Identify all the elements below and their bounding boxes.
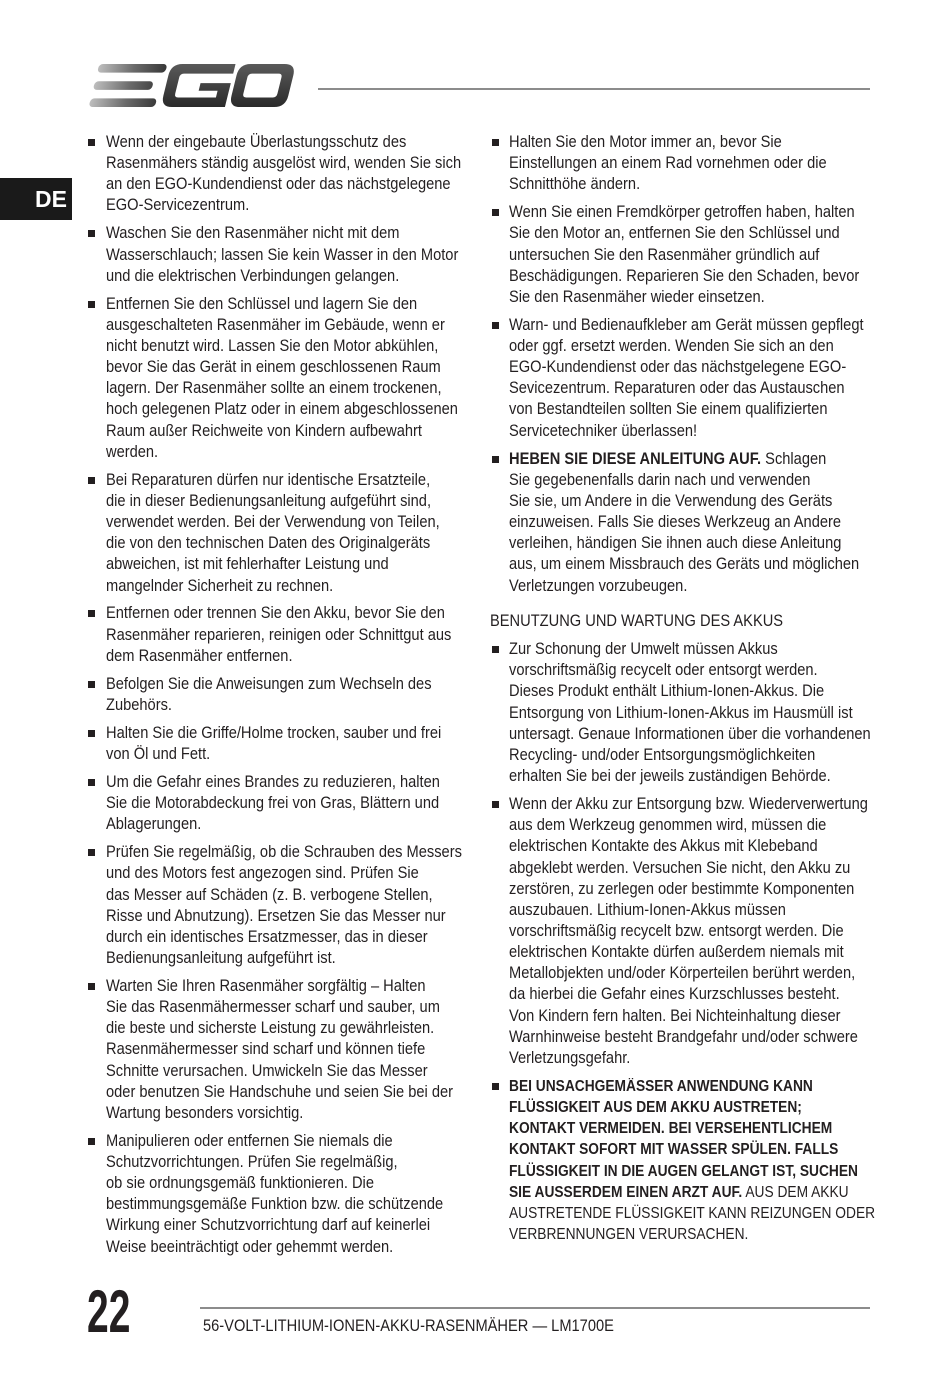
list-item <box>490 202 875 308</box>
list-item-text: Wenn der Akku zur Entsorgung bzw. Wiederverwertung aus dem Werkzeug genommen wird, müssen die elektrischen Kontakte des Akkus mit Klebeband abgeklebt werden. Versuchen Sie nicht, den Akku zu zerstören, zu zerlegen oder bestimmte Komponenten auszubauen. Lithium-Ionen-Akkus müssen vorschriftsmäßig recycelt bzw. entsorgt werden. Die elektrischen Kontakte dürfen außerdem niemals mit Metallobjekten und/oder Körperteilen berührt werden, da hierbei die Gefahr eines Kurzschlusses besteht. Von Kindern fern halten. Bei Nichteinhaltung dieser Warnhinweise besteht Brandgefahr und/oder schwere Verletzungsgefahr. <box>509 795 868 1067</box>
logo-letter-g <box>161 64 236 107</box>
bullet-square <box>88 983 95 990</box>
list-item-text: Halten Sie den Motor immer an, bevor Sie Einstellungen an einem Rad vornehmen oder die Schnitthöhe ändern. <box>509 133 827 194</box>
list-item-text <box>509 1076 876 1245</box>
list-item-text: Wenn Sie einen Fremdkörper getroffen haben, halten Sie den Motor an, entfernen Sie den Schlüssel und untersuchen Sie den Rasenmäher gründlich auf Beschädigungen. Reparieren Sie den Schaden, bevor Sie den Rasenmäher wieder einsetzen. <box>509 203 860 306</box>
list-item <box>88 223 468 286</box>
list-item-text: Waschen Sie den Rasenmäher nicht mit dem Wasserschlauch; lassen Sie kein Wasser in den Motor und die elektrischen Verbindungen gelangen. <box>106 224 459 285</box>
bullet-square <box>492 646 499 653</box>
bullet-square <box>492 209 499 216</box>
list-item <box>490 794 875 1069</box>
list-item-text: Warn- und Bedienaufkleber am Gerät müssen gepflegt oder ggf. ersetzt werden. Wenden Sie sich an den EGO-Kundendienst oder das nächstgelegene EGO- Sevicezentrum. Reparaturen oder das Austauschen von Bestandteilen sollten Sie einem qualifizierten Servicetechniker überlassen! <box>509 315 864 440</box>
list-item <box>490 132 875 195</box>
list-item-warning <box>490 1076 875 1245</box>
bullet-square <box>88 849 95 856</box>
bullet-square <box>88 610 95 617</box>
list-item <box>88 772 468 835</box>
list-item <box>88 1131 468 1258</box>
list-item-text: Manipulieren oder entfernen Sie niemals die Schutzvorrichtungen. Prüfen Sie regelmäßig, ob sie ordnungsgemäß funktionieren. Die bestimmungsgemäße Funktion bzw. die schützende Wirkung einer Schutzvorrichtung darf auf keinerlei Weise beeinträchtigt oder gehemmt werden. <box>106 1131 444 1256</box>
logo-e-middle-bar <box>93 81 154 90</box>
list-item-text: Wenn der eingebaute Überlastungsschutz des Rasenmähers ständig ausgelöst wird, wenden Sie sich an den EGO-Kundendienst oder das nächstgelegene EGO-Servicezentrum. <box>106 133 462 215</box>
bullet-square <box>88 730 95 737</box>
bullet-square <box>492 456 499 463</box>
ego-logo <box>86 64 298 108</box>
list-item-bold-lead: HEBEN SIE DIESE ANLEITUNG AUF. <box>509 449 762 468</box>
bullet-square <box>492 322 499 329</box>
list-item-text: Warten Sie Ihren Rasenmäher sorgfältig – Halten Sie das Rasenmähermesser scharf und sauber, um die beste und sicherste Leistung zu gewährleisten. Rasenmähermesser sind scharf und können tiefe Schnitte verursachen. Umwickeln Sie das Messer oder benutzen Sie Handschuhe und seien Sie bei der Wartung besonders vorsichtig. <box>106 976 454 1122</box>
list-item <box>490 315 875 442</box>
logo-lettering <box>89 64 296 107</box>
list-item <box>88 132 468 217</box>
bullet-square <box>88 139 95 146</box>
header-rule <box>318 88 870 90</box>
bullet-square <box>492 1083 499 1090</box>
list-item-bold-lead: BEI UNSACHGEMÄSSER ANWENDUNG KANN FLÜSSIGKEIT AUS DEM AKKU AUSTRETEN; KONTAKT VERMEIDEN. BEI VERSEHENTLICHEM KONTAKT SOFORT MIT WASSER SPÜLEN. FALLS FLÜSSIGKEIT IN DIE AUGEN GELANGT IST, SUCHEN SIE AUSSERDEM EINEN ARZT AUF. <box>509 1077 858 1201</box>
list-item-text: Befolgen Sie die Anweisungen zum Wechseln des Zubehörs. <box>106 674 432 714</box>
list-item <box>88 294 468 463</box>
list-item-body: AUS DEM AKKU AUSTRETENDE FLÜSSIGKEIT KANN REIZUNGEN ODER VERBRENNUNGEN VERURSACHEN. <box>509 1183 876 1243</box>
section-heading: BENUTZUNG UND WARTUNG DES AKKUS <box>490 612 784 631</box>
language-tab: DE <box>0 178 72 220</box>
left-column <box>88 132 468 1265</box>
list-item-text: Bei Reparaturen dürfen nur identische Ersatzteile, die in dieser Bedienungsanleitung aufgeführt sind, verwendet werden. Bei der Verwendung von Teilen, die von den technischen Daten des Originalgeräts abweichen, ist mit fehlerhafter Leistung und mangelnder Sicherheit zu rechnen. <box>106 470 440 595</box>
bullet-square <box>492 139 499 146</box>
footer-title: 56-VOLT-LITHIUM-IONEN-AKKU-RASENMÄHER — LM1700E <box>203 1317 614 1335</box>
bullet-square <box>492 801 499 808</box>
right-column <box>490 132 875 1252</box>
list-item-text: Zur Schonung der Umwelt müssen Akkus vorschriftsmäßig recycelt oder entsorgt werden. Dieses Produkt enthält Lithium-Ionen-Akkus. Die Entsorgung von Lithium-Ionen-Akkus im Hausmüll ist untersagt. Genaue Informationen über die vorhandenen Recycling- und/oder Entsorgungsmöglichkeiten erhalten Sie bei der jeweils zuständigen Behörde. <box>509 640 871 786</box>
footer-rule <box>200 1307 870 1309</box>
list-item-text: Prüfen Sie regelmäßig, ob die Schrauben des Messers und des Motors fest angezogen sind. Prüfen Sie das Messer auf Schäden (z. B. verbogene Stellen, Risse und Abnutzung). Ersetzen Sie das Messer nur durch ein identisches Ersatzmesser, das in dieser Bedienungsanleitung aufgeführt ist. <box>106 843 462 967</box>
list-item-text: Halten Sie die Griffe/Holme trocken, sauber und frei von Öl und Fett. <box>106 723 442 763</box>
list-item <box>490 449 875 597</box>
list-item <box>88 470 468 597</box>
list-item <box>88 976 468 1124</box>
logo-letter-o <box>229 64 296 107</box>
bullet-square <box>88 681 95 688</box>
logo-e-top-bar <box>97 64 167 73</box>
list-item-text: Entfernen Sie den Schlüssel und lagern Sie den ausgeschalteten Rasenmäher im Gebäude, wenn er nicht benutzt wird. Lassen Sie den Motor abkühlen, bevor Sie das Gerät in einem geschlossenen Raum lagern. Der Rasenmäher sollte an einem trockenen, hoch gelegenen Platz oder in einem abgeschlossenen Raum außer Reichweite von Kindern aufbewahrt werden. <box>106 294 458 461</box>
bullet-square <box>88 301 95 308</box>
bullet-square <box>88 779 95 786</box>
list-item-text: Entfernen oder trennen Sie den Akku, bevor Sie den Rasenmäher reparieren, reinigen oder Schnittgut aus dem Rasenmäher entfernen. <box>106 604 452 665</box>
list-item-text: Um die Gefahr eines Brandes zu reduzieren, halten Sie die Motorabdeckung frei von Gras, Blättern und Ablagerungen. <box>106 772 440 834</box>
list-item <box>490 639 875 787</box>
list-item-text <box>509 449 860 597</box>
list-item <box>88 603 468 666</box>
bullet-square <box>88 477 95 484</box>
list-item-body: Schlagen Sie gegebenenfalls darin nach und verwenden Sie sie, um Andere in die Verwendung des Geräts einzuweisen. Falls Sie dieses Werkzeug an Andere verleihen, händigen Sie ihnen auch diese Anleitung aus, um einem Missbrauch des Geräts und möglichen Verletzungen vorzubeugen. <box>509 449 860 595</box>
logo-e-bottom-bar <box>89 98 157 107</box>
bullet-square <box>88 1138 95 1145</box>
list-item <box>88 842 468 969</box>
bullet-square <box>88 230 95 237</box>
logo-letter-e <box>89 64 168 107</box>
list-item <box>88 674 468 716</box>
list-item <box>88 723 468 765</box>
page-number: 22 <box>87 1278 131 1345</box>
